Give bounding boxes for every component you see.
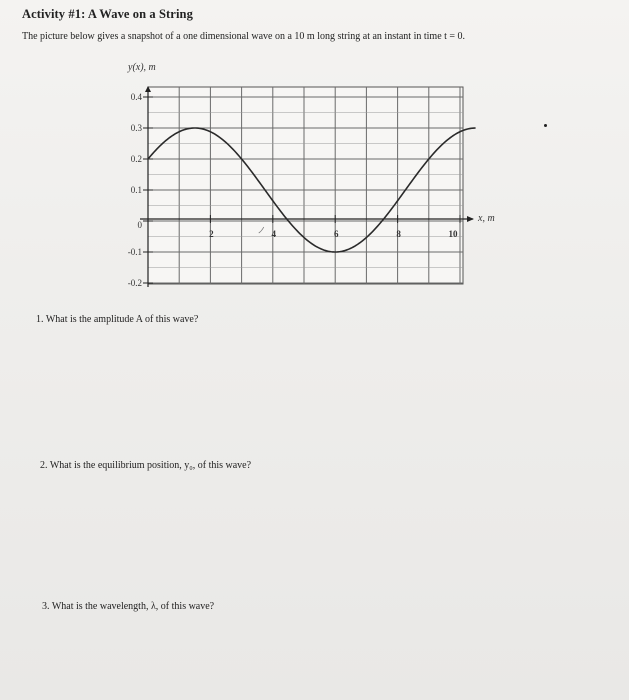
y-tick-label: 0.3 (130, 123, 142, 133)
question-1: 1. What is the amplitude A of this wave? (36, 314, 199, 325)
y-tick-label: -0.1 (127, 247, 142, 257)
plot-area (148, 87, 463, 284)
y-tick-label: -0.2 (127, 278, 142, 288)
page-title: Activity #1: A Wave on a String (22, 7, 193, 21)
x-tick-label: 6 (333, 229, 339, 239)
x-tick-label: 10 (448, 229, 458, 239)
y-tick-label: 0.4 (130, 92, 142, 102)
grid (148, 87, 463, 284)
y-axis-label: y(x), m (128, 62, 156, 73)
y-tick-label: 0.2 (130, 154, 142, 164)
y-tick-label: 0.1 (130, 185, 142, 195)
x-axis-label: x, m (478, 213, 495, 224)
x-tick-label: 4 (271, 229, 277, 239)
question-3: 3. What is the wavelength, λ, of this wave? (42, 601, 215, 612)
intro-text: The picture below gives a snapshot of a one dimensional wave on a 10 m long string at an instant in time t = 0. (22, 31, 466, 42)
x-axis-arrow (467, 216, 474, 222)
y-tick-label: 0 (137, 220, 142, 230)
x-tick-label: 2 (209, 229, 214, 239)
stray-dot (544, 124, 547, 127)
x-tick-label: 8 (396, 229, 401, 239)
question-2: 2. What is the equilibrium position, y₀, of this wave? (40, 460, 252, 471)
wave-chart (0, 0, 629, 300)
